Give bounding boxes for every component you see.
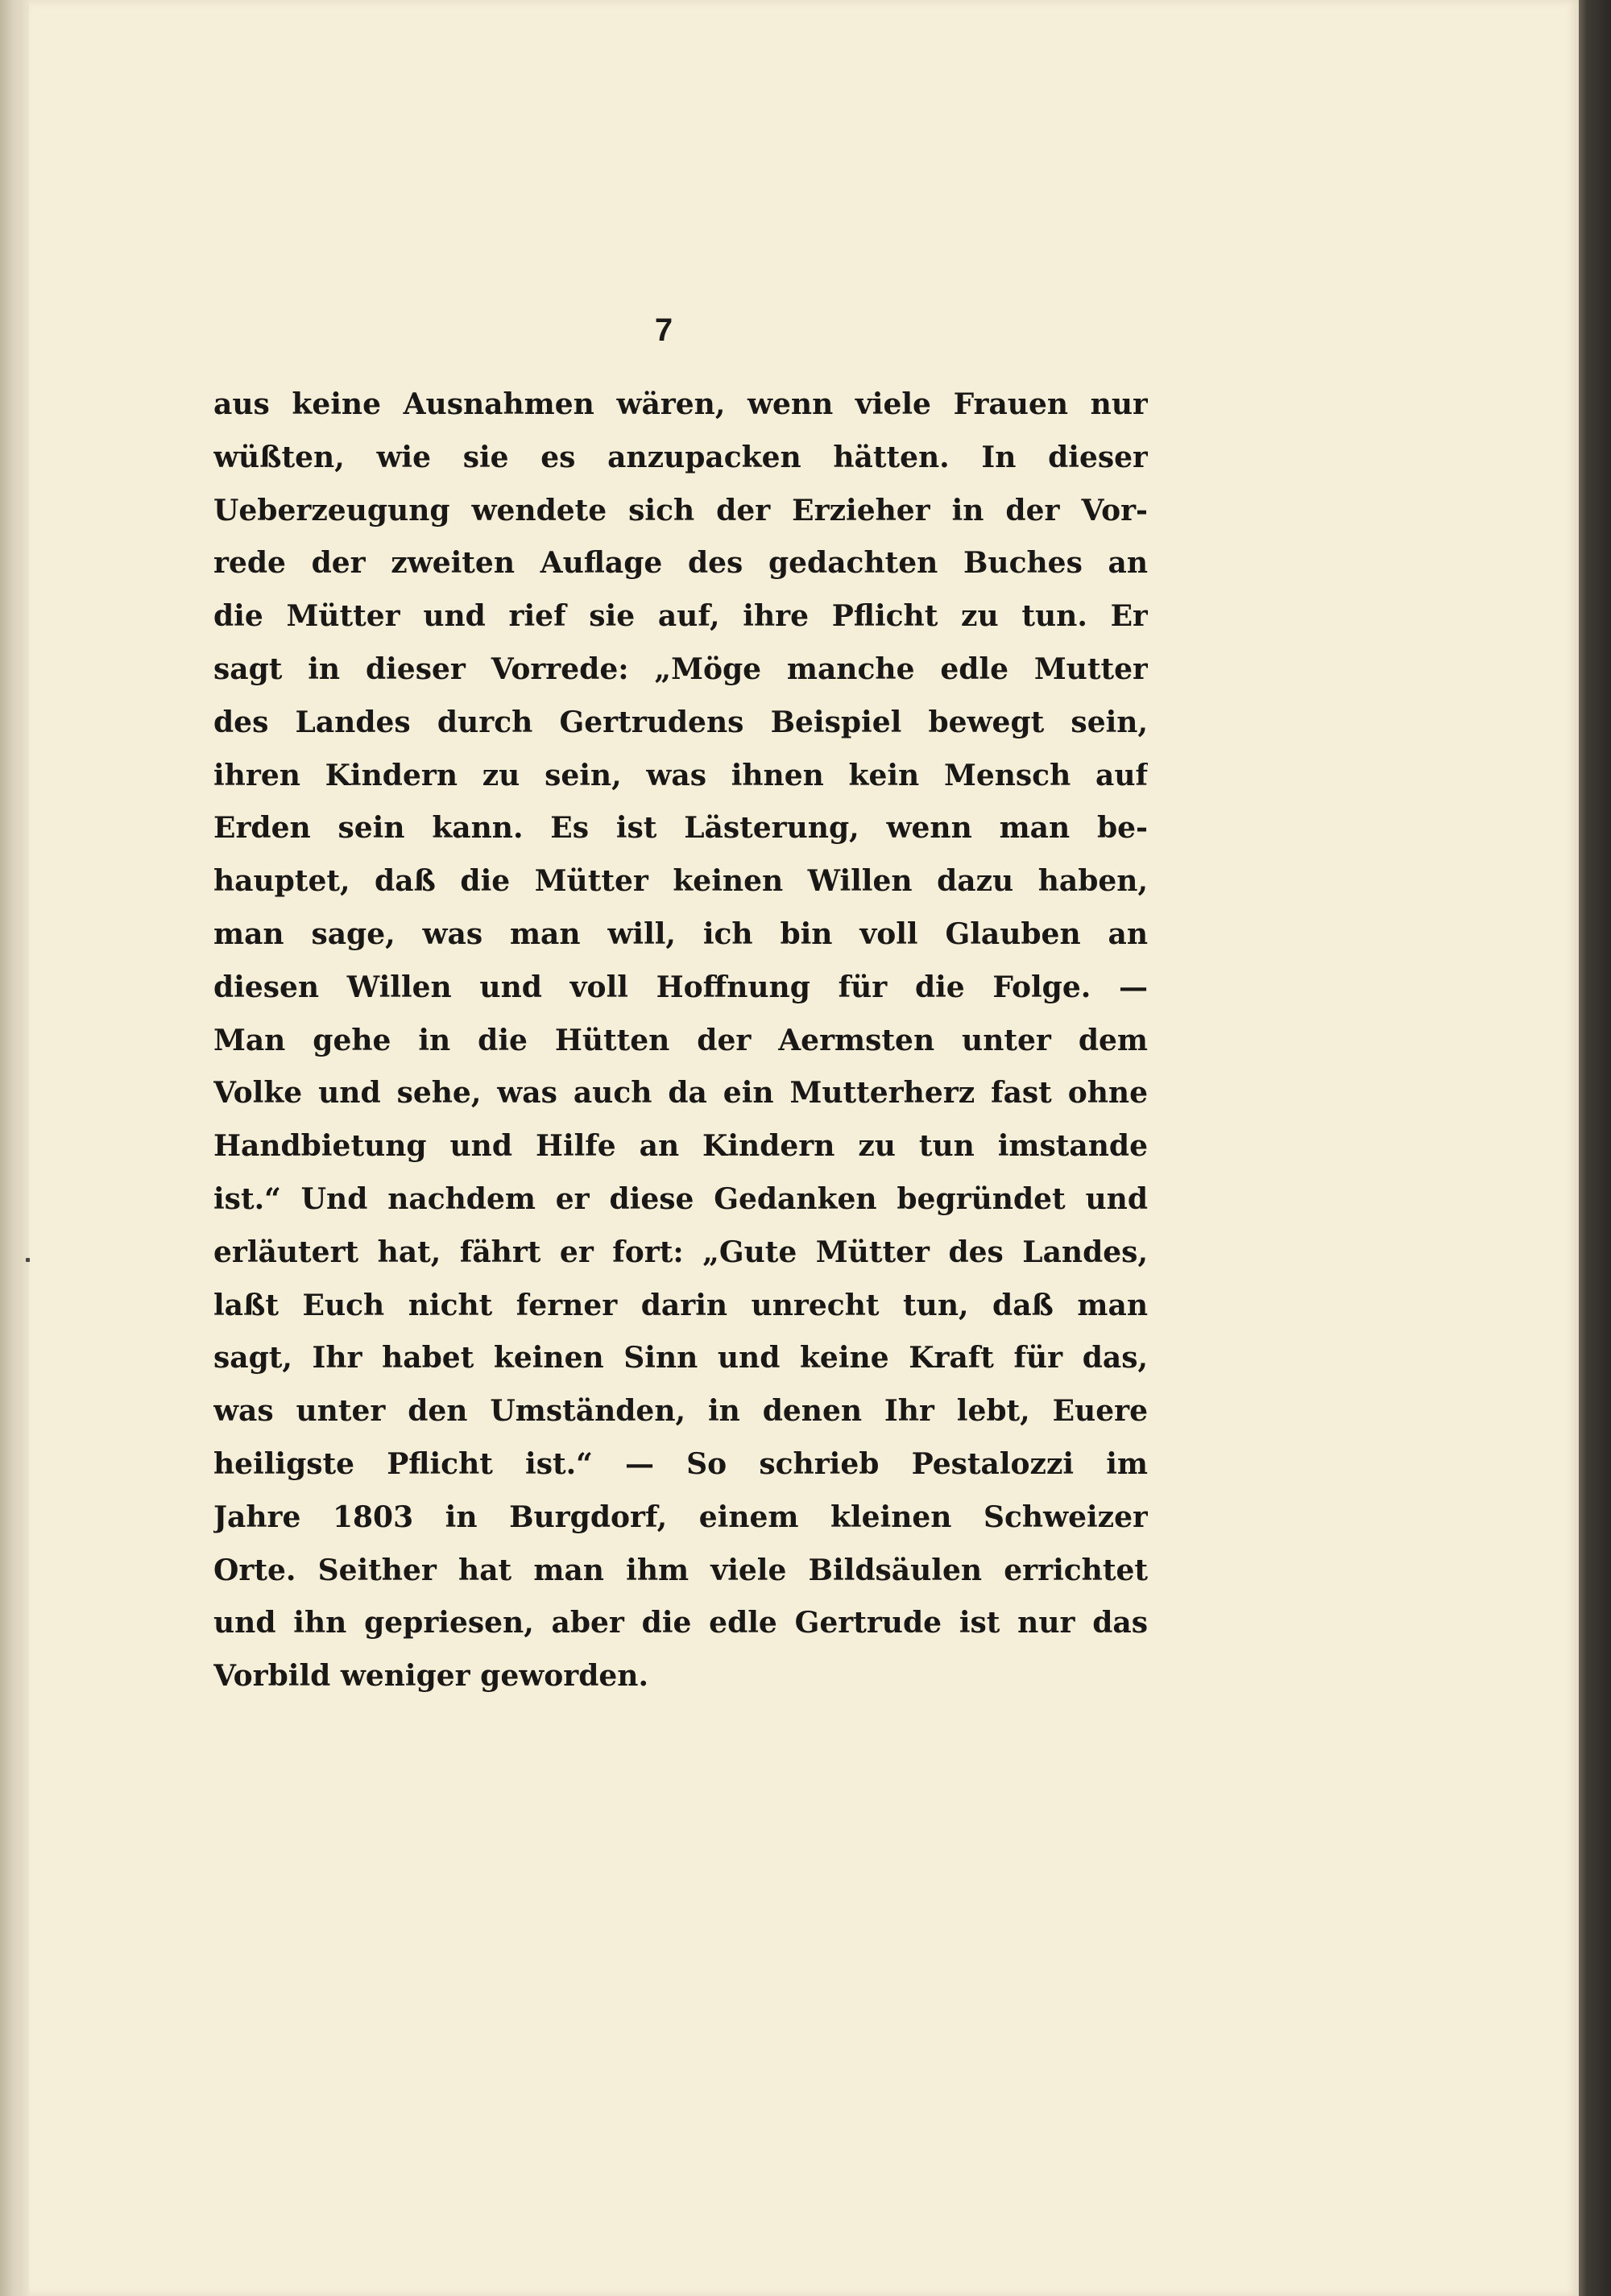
text-line: die Mütter und rief sie auf, ihre Pflicht zu tun. Er bbox=[213, 599, 1148, 634]
text-line: Man gehe in die Hütten der Aermsten unter dem bbox=[213, 1023, 1148, 1057]
text-line: aus keine Ausnahmen wären, wenn viele Frauen nur bbox=[213, 387, 1148, 421]
text-line: rede der zweiten Auflage des gedachten Buches an bbox=[213, 546, 1148, 581]
text-line: ist.“ Und nachdem er diese Gedanken begründet und bbox=[213, 1181, 1148, 1216]
text-line: Orte. Seither hat man ihm viele Bildsäulen errichtet bbox=[213, 1553, 1148, 1587]
text-line: ihren Kindern zu sein, was ihnen kein Mensch auf bbox=[213, 758, 1148, 792]
text-line: Erden sein kann. Es ist Lästerung, wenn man be- bbox=[213, 811, 1148, 846]
text-line: des Landes durch Gertrudens Beispiel bewegt sein, bbox=[213, 705, 1148, 739]
text-line: Vorbild weniger geworden. bbox=[213, 1659, 648, 1694]
text-line: Jahre 1803 in Burgdorf, einem kleinen Schweizer bbox=[213, 1500, 1148, 1534]
scan-dark-border bbox=[1579, 0, 1611, 2296]
text-line: diesen Willen und voll Hoffnung für die Folge. — bbox=[213, 970, 1148, 1004]
page-number: 7 bbox=[654, 312, 673, 348]
text-line: laßt Euch nicht ferner darin unrecht tun, daß man bbox=[213, 1288, 1148, 1322]
text-line: Handbietung und Hilfe an Kindern zu tun imstande bbox=[213, 1129, 1148, 1164]
text-line: man sage, was man will, ich bin voll Glauben an bbox=[213, 916, 1148, 951]
text-line: was unter den Umständen, in denen Ihr lebt, Euere bbox=[213, 1394, 1148, 1429]
text-line: sagt in dieser Vorrede: „Möge manche edle Mutter bbox=[213, 652, 1148, 686]
text-line: sagt, Ihr habet keinen Sinn und keine Kraft für das, bbox=[213, 1341, 1148, 1376]
facing-page-edge bbox=[0, 0, 29, 2296]
text-line: Ueberzeugung wendete sich der Erzieher in der Vor- bbox=[213, 493, 1148, 527]
text-line: und ihn gepriesen, aber die edle Gertrude ist nur das bbox=[213, 1606, 1148, 1640]
text-line: heiligste Pflicht ist.“ — So schrieb Pestalozzi im bbox=[213, 1446, 1148, 1481]
text-line: hauptet, daß die Mütter keinen Willen dazu haben, bbox=[213, 864, 1148, 899]
text-line: Volke und sehe, was auch da ein Mutterherz fast ohne bbox=[213, 1076, 1148, 1111]
margin-mark bbox=[26, 1258, 30, 1262]
text-line: wüßten, wie sie es anzupacken hätten. In dieser bbox=[213, 440, 1148, 474]
body-text bbox=[213, 379, 1148, 1703]
text-line: erläutert hat, fährt er fort: „Gute Mütter des Landes, bbox=[213, 1235, 1148, 1269]
